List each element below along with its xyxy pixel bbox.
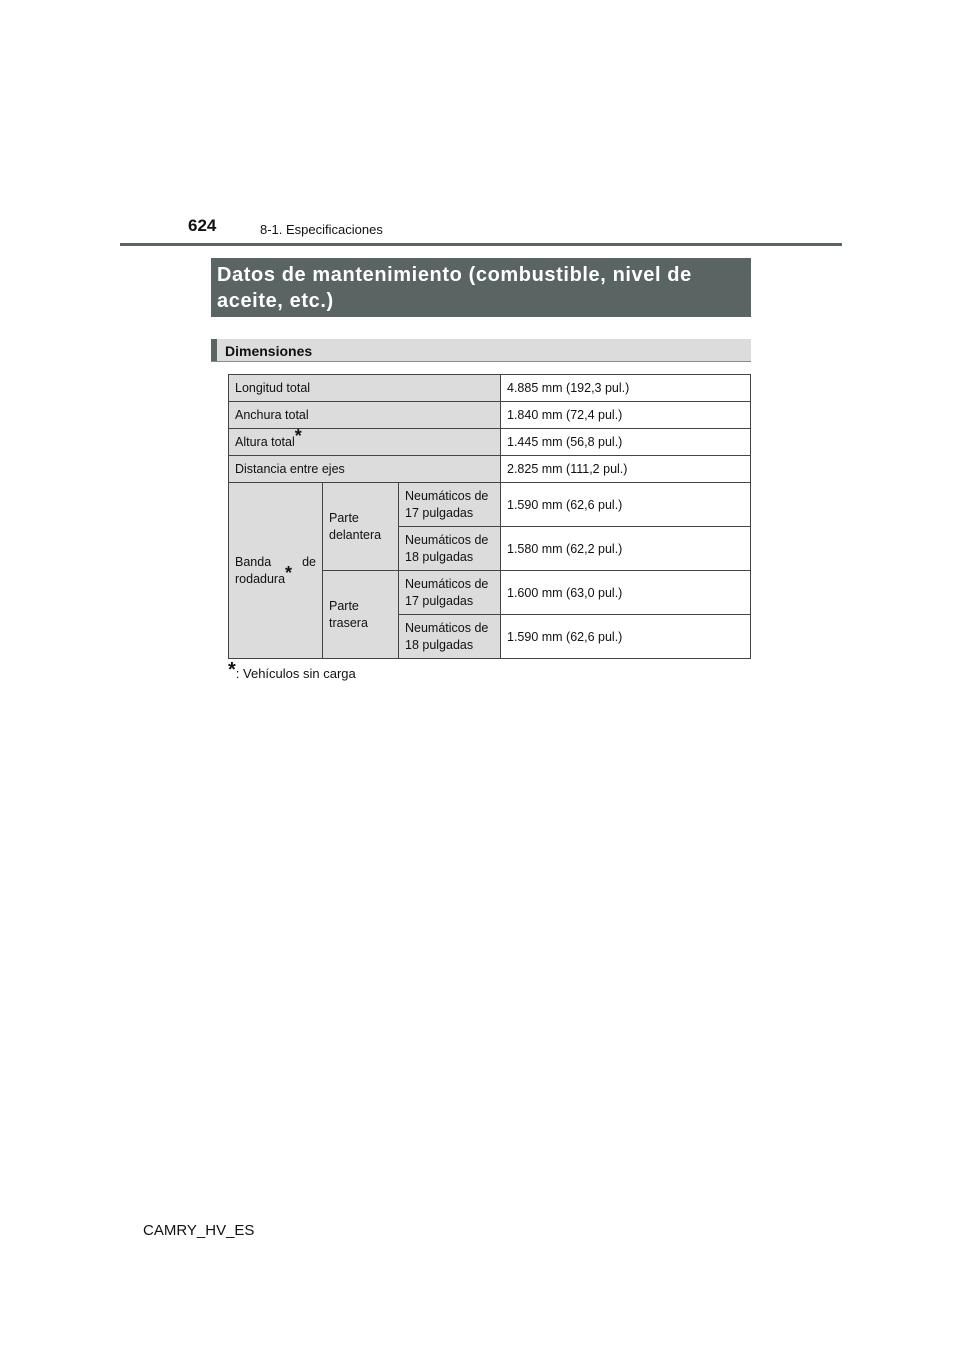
section-reference: 8-1. Especificaciones xyxy=(260,222,383,237)
row-value: 1.590 mm (62,6 pul.) xyxy=(501,615,751,659)
altura-label-text: Altura total xyxy=(235,435,295,449)
banda-rodadura-label xyxy=(229,483,323,659)
header-rule xyxy=(120,243,842,246)
asterisk-mark: * xyxy=(285,562,293,583)
row-label xyxy=(229,426,501,456)
section-title: Datos de mantenimiento (combustible, nivel de aceite, etc.) xyxy=(211,258,751,317)
tire-size-label: Neumáticos de 18 pulgadas xyxy=(399,615,501,659)
footnote-text: : Vehículos sin carga xyxy=(235,666,356,681)
row-value: 1.445 mm (56,8 pul.) xyxy=(501,429,751,456)
banda-word: Banda xyxy=(235,554,272,569)
row-label: Anchura total xyxy=(229,402,501,429)
de-word: de xyxy=(302,554,316,569)
dimensions-table xyxy=(228,374,751,659)
rodadura-word: rodadura xyxy=(235,571,286,586)
row-label: Longitud total xyxy=(229,375,501,402)
tire-size-label: Neumáticos de 17 pulgadas xyxy=(399,571,501,615)
table-row xyxy=(229,456,751,483)
footnote xyxy=(228,659,356,681)
row-value: 1.590 mm (62,6 pul.) xyxy=(501,483,751,527)
row-value: 4.885 mm (192,3 pul.) xyxy=(501,375,751,402)
row-value: 1.580 mm (62,2 pul.) xyxy=(501,527,751,571)
subheading-accent xyxy=(211,339,217,361)
subheading-bar xyxy=(211,339,751,362)
tire-size-label: Neumáticos de 17 pulgadas xyxy=(399,483,501,527)
asterisk-mark: * xyxy=(228,659,236,681)
page-number: 624 xyxy=(188,216,217,235)
row-value: 2.825 mm (111,2 pul.) xyxy=(501,456,751,483)
subheading-text: Dimensiones xyxy=(225,343,313,359)
table-row xyxy=(229,402,751,429)
document-code: CAMRY_HV_ES xyxy=(143,1222,255,1239)
rear-axle-label: Parte trasera xyxy=(323,571,399,659)
table-row xyxy=(229,429,751,456)
row-value: 1.600 mm (63,0 pul.) xyxy=(501,571,751,615)
front-axle-label: Parte delantera xyxy=(323,483,399,571)
table-row xyxy=(229,483,751,527)
table-row xyxy=(229,375,751,402)
row-label: Distancia entre ejes xyxy=(229,456,501,483)
row-value: 1.840 mm (72,4 pul.) xyxy=(501,402,751,429)
tire-size-label: Neumáticos de 18 pulgadas xyxy=(399,527,501,571)
asterisk-mark: * xyxy=(294,426,302,446)
